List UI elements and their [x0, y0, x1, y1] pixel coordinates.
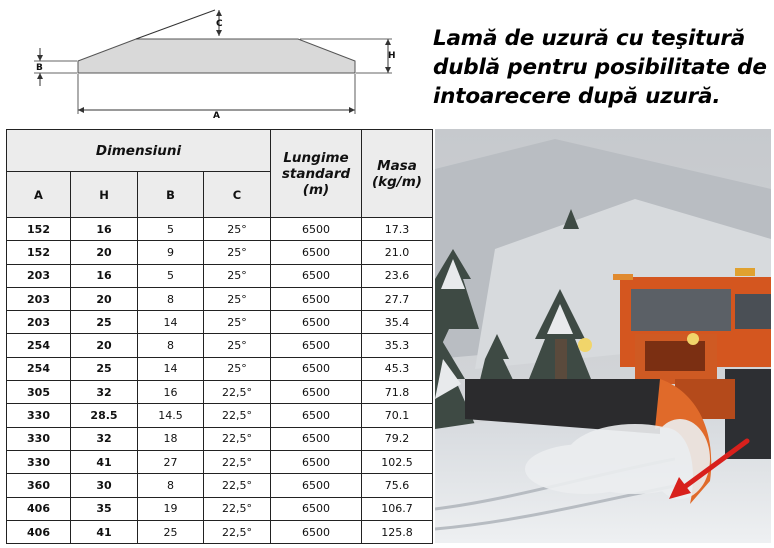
- blade-profile-diagram: [30, 8, 410, 120]
- cell-b: 27: [138, 450, 204, 473]
- blade-cross-section: [78, 39, 355, 73]
- cell-masa: 35.3: [362, 334, 433, 357]
- cell-c: 22,5°: [204, 497, 271, 520]
- cell-c: 22,5°: [204, 427, 271, 450]
- cell-masa: 45.3: [362, 357, 433, 380]
- cell-b: 18: [138, 427, 204, 450]
- cell-h: 41: [71, 450, 138, 473]
- cell-h: 20: [71, 287, 138, 310]
- c-arrow-top: [216, 10, 222, 16]
- cell-lungime: 6500: [271, 287, 362, 310]
- cell-b: 8: [138, 474, 204, 497]
- cell-a: 203: [7, 264, 71, 287]
- table-row: [7, 241, 433, 264]
- header-lungime-line: (m): [302, 181, 330, 198]
- cell-lungime: 6500: [271, 218, 362, 241]
- cell-a: 360: [7, 474, 71, 497]
- header-masa-line: (kg/m): [372, 173, 422, 190]
- cell-c: 25°: [204, 264, 271, 287]
- label-c: C: [216, 19, 223, 29]
- cell-a: 254: [7, 357, 71, 380]
- product-description-heading: [433, 24, 773, 111]
- b-arrow-top: [37, 55, 43, 61]
- cell-masa: 70.1: [362, 404, 433, 427]
- header-lungime: [271, 130, 362, 218]
- table-row: [7, 287, 433, 310]
- cell-h: 16: [71, 264, 138, 287]
- heading-line: intoarecere după uzură.: [433, 84, 721, 109]
- cell-a: 406: [7, 497, 71, 520]
- header-col-a: A: [7, 172, 71, 218]
- table-row: [7, 334, 433, 357]
- cell-a: 254: [7, 334, 71, 357]
- cell-h: 30: [71, 474, 138, 497]
- dimensions-table: [6, 129, 433, 544]
- table-row: [7, 497, 433, 520]
- cell-a: 330: [7, 427, 71, 450]
- cell-masa: 23.6: [362, 264, 433, 287]
- label-a: A: [213, 111, 220, 120]
- table-row: [7, 381, 433, 404]
- cell-lungime: 6500: [271, 311, 362, 334]
- heading-line: dublă pentru posibilitate de: [433, 55, 767, 80]
- cell-masa: 106.7: [362, 497, 433, 520]
- cell-lungime: 6500: [271, 404, 362, 427]
- cell-c: 22,5°: [204, 520, 271, 543]
- cell-a: 406: [7, 520, 71, 543]
- cell-h: 20: [71, 241, 138, 264]
- cell-h: 25: [71, 357, 138, 380]
- table-row: [7, 311, 433, 334]
- cell-a: 152: [7, 218, 71, 241]
- a-arrow-right: [349, 107, 355, 113]
- cell-b: 14: [138, 357, 204, 380]
- header-col-c: C: [204, 172, 271, 218]
- label-b: B: [36, 63, 43, 73]
- cell-masa: 75.6: [362, 474, 433, 497]
- cell-c: 25°: [204, 287, 271, 310]
- cell-masa: 102.5: [362, 450, 433, 473]
- cell-c: 25°: [204, 334, 271, 357]
- a-arrow-left: [78, 107, 84, 113]
- cell-b: 14: [138, 311, 204, 334]
- header-lungime-line: standard: [281, 165, 351, 182]
- table-row: [7, 218, 433, 241]
- cell-c: 22,5°: [204, 381, 271, 404]
- cell-c: 22,5°: [204, 474, 271, 497]
- cell-masa: 27.7: [362, 287, 433, 310]
- cell-a: 330: [7, 404, 71, 427]
- cell-h: 41: [71, 520, 138, 543]
- cell-h: 32: [71, 381, 138, 404]
- cell-masa: 79.2: [362, 427, 433, 450]
- cell-a: 152: [7, 241, 71, 264]
- cell-c: 25°: [204, 241, 271, 264]
- table-row: [7, 474, 433, 497]
- cell-b: 8: [138, 287, 204, 310]
- cell-masa: 35.4: [362, 311, 433, 334]
- cell-b: 8: [138, 334, 204, 357]
- cell-lungime: 6500: [271, 241, 362, 264]
- cell-masa: 71.8: [362, 381, 433, 404]
- cell-b: 9: [138, 241, 204, 264]
- h-arrow-bottom: [385, 67, 391, 73]
- table-row: [7, 357, 433, 380]
- cell-b: 14.5: [138, 404, 204, 427]
- cell-a: 330: [7, 450, 71, 473]
- cell-c: 22,5°: [204, 404, 271, 427]
- cell-h: 25: [71, 311, 138, 334]
- cell-lungime: 6500: [271, 381, 362, 404]
- cell-a: 203: [7, 287, 71, 310]
- label-h: H: [388, 51, 396, 61]
- cell-h: 20: [71, 334, 138, 357]
- heading-line: Lamă de uzură cu teşitură: [433, 26, 746, 51]
- header-dimensiuni: Dimensiuni: [7, 130, 271, 172]
- header-lungime-line: Lungime: [283, 149, 349, 166]
- cell-lungime: 6500: [271, 334, 362, 357]
- cell-lungime: 6500: [271, 474, 362, 497]
- cell-c: 25°: [204, 218, 271, 241]
- cell-h: 16: [71, 218, 138, 241]
- table-row: [7, 264, 433, 287]
- h-arrow-top: [385, 39, 391, 45]
- cell-masa: 17.3: [362, 218, 433, 241]
- cell-b: 25: [138, 520, 204, 543]
- table-body: [7, 218, 433, 544]
- cell-b: 16: [138, 381, 204, 404]
- header-col-h: H: [71, 172, 138, 218]
- cell-c: 22,5°: [204, 450, 271, 473]
- cell-a: 305: [7, 381, 71, 404]
- cell-h: 32: [71, 427, 138, 450]
- cell-masa: 21.0: [362, 241, 433, 264]
- cell-c: 25°: [204, 311, 271, 334]
- cell-c: 25°: [204, 357, 271, 380]
- cell-a: 203: [7, 311, 71, 334]
- cell-masa: 125.8: [362, 520, 433, 543]
- cell-lungime: 6500: [271, 450, 362, 473]
- cell-b: 5: [138, 264, 204, 287]
- c-arrow-bottom: [216, 30, 222, 36]
- cell-lungime: 6500: [271, 357, 362, 380]
- table-row: [7, 427, 433, 450]
- cell-b: 5: [138, 218, 204, 241]
- table-row: [7, 450, 433, 473]
- cell-lungime: 6500: [271, 264, 362, 287]
- header-masa-line: Masa: [377, 157, 417, 174]
- cell-h: 28.5: [71, 404, 138, 427]
- table-row: [7, 404, 433, 427]
- header-col-b: B: [138, 172, 204, 218]
- header-masa: [362, 130, 433, 218]
- cell-lungime: 6500: [271, 497, 362, 520]
- cell-h: 35: [71, 497, 138, 520]
- cell-b: 19: [138, 497, 204, 520]
- cell-lungime: 6500: [271, 427, 362, 450]
- b-arrow-bottom: [37, 73, 43, 79]
- table-row: [7, 520, 433, 543]
- bevel-angle-guide: [136, 10, 215, 39]
- snowplow-truck-photo: [435, 129, 771, 543]
- cell-lungime: 6500: [271, 520, 362, 543]
